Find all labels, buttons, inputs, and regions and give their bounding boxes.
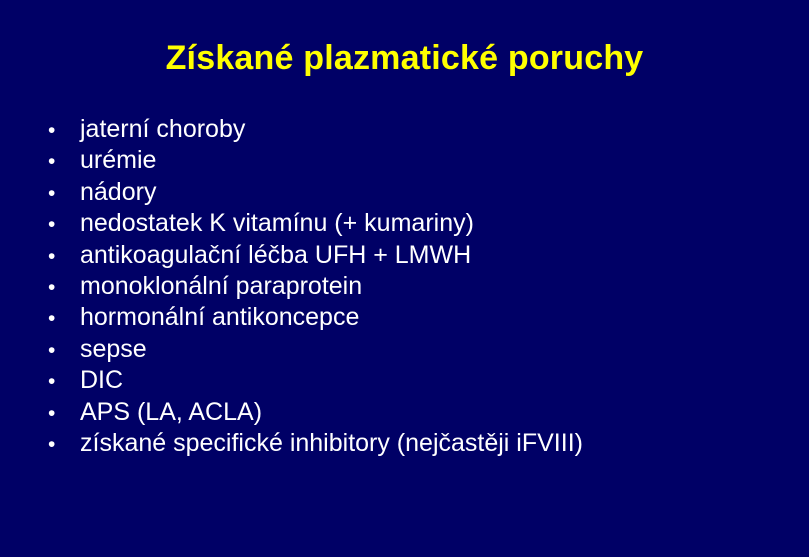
bullet-text: urémie xyxy=(80,146,157,175)
bullet-dot: • xyxy=(48,119,56,142)
bullet-text: hormonální antikoncepce xyxy=(80,303,360,332)
bullet-dot: • xyxy=(48,213,56,237)
bullet-dot: • xyxy=(48,401,56,425)
bullet-text: nádory xyxy=(80,177,157,206)
list-item xyxy=(48,271,583,302)
list-item xyxy=(48,365,583,396)
bullet-dot: • xyxy=(48,432,56,456)
list-item xyxy=(48,302,583,333)
bullet-text: DIC xyxy=(80,366,124,395)
bullet-text: získané specifické inhibitory (nejčastěji iFVIII) xyxy=(80,428,583,457)
bullet-dot: • xyxy=(48,307,56,331)
list-item xyxy=(48,397,583,428)
bullet-text: APS (LA, ACLA) xyxy=(80,397,263,426)
bullet-dot: • xyxy=(48,150,56,174)
list-item xyxy=(48,208,583,239)
list-item xyxy=(48,177,583,208)
list-item xyxy=(48,240,583,271)
list-item xyxy=(48,428,583,459)
bullet-dot: • xyxy=(48,181,56,205)
bullet-dot: • xyxy=(48,275,56,299)
bullet-text: jaterní choroby xyxy=(80,115,246,143)
bullet-text: antikoagulační léčba UFH + LMWH xyxy=(80,240,472,269)
bullet-dot: • xyxy=(48,244,56,268)
bullet-text: sepse xyxy=(80,334,147,363)
list-item xyxy=(48,145,583,176)
list-item xyxy=(48,114,583,145)
bullet-list xyxy=(48,114,583,459)
bullet-dot: • xyxy=(48,370,56,394)
bullet-text: monoklonální paraprotein xyxy=(80,271,363,300)
bullet-text: nedostatek K vitamínu (+ kumariny) xyxy=(80,209,474,238)
slide-title: Získané plazmatické poruchy xyxy=(165,39,644,77)
bullet-dot: • xyxy=(48,338,56,362)
list-item xyxy=(48,334,583,365)
